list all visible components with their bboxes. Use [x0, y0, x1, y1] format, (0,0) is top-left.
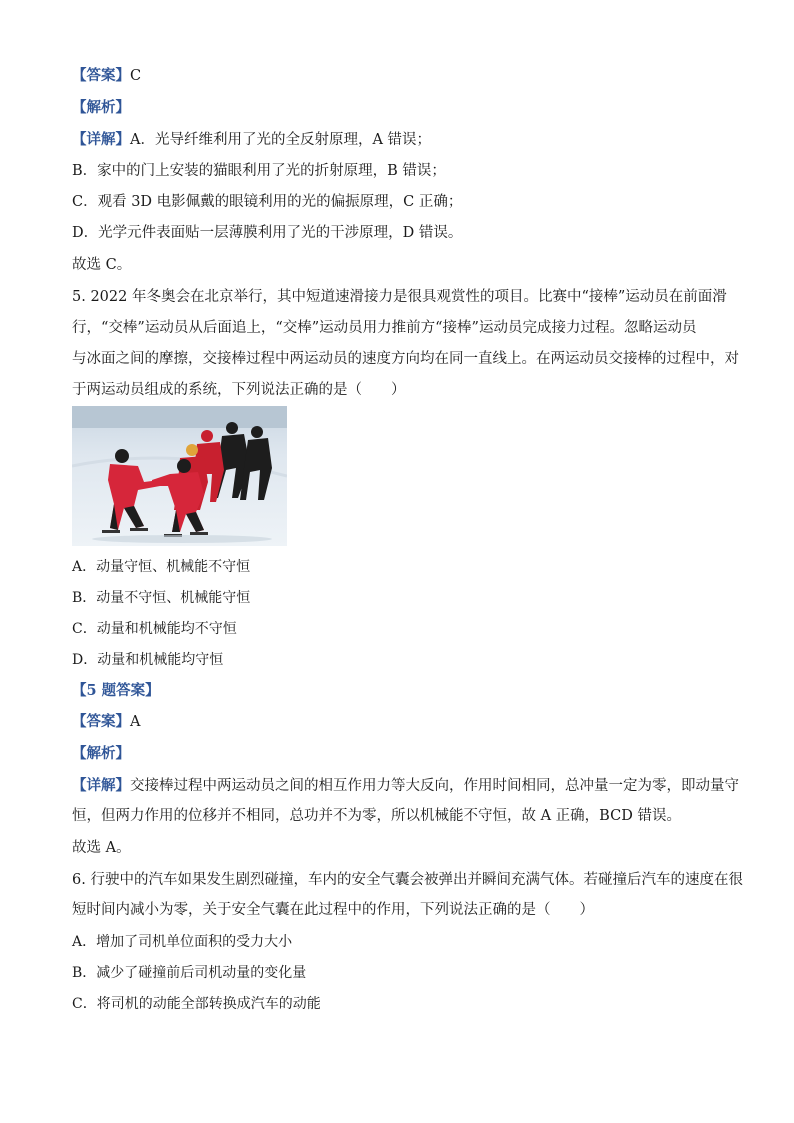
analysis-line — [72, 98, 724, 118]
question-stem-line: 于两运动员组成的系统，下列说法正确的是（ ） — [72, 382, 406, 398]
detail-line: C．观看 3D 电影佩戴的眼镜利用的光的偏振原理，C 正确； — [72, 194, 463, 210]
analysis-tag: 【解析】 — [72, 745, 130, 762]
detail-line — [72, 130, 724, 150]
detail-tag: 【详解】 — [72, 777, 130, 794]
answer-tag: 【答案】 — [72, 713, 130, 730]
option-b: B．减少了碰撞前后司机动量的变化量 — [72, 965, 307, 981]
conclusion-line: 故选 C。 — [72, 257, 132, 273]
question-stem-line: 行，“交棒”运动员从后面追上，“交棒”运动员用力推前方“接棒”运动员完成接力过程。忽略运动员 — [72, 320, 697, 336]
option-c: C．将司机的动能全部转换成汽车的动能 — [72, 996, 321, 1012]
answer-header-line — [72, 681, 724, 701]
conclusion-line: 故选 A。 — [72, 840, 131, 856]
option-a: A．动量守恒、机械能不守恒 — [72, 559, 251, 575]
answer-tag: 【答案】 — [72, 67, 130, 84]
analysis-line — [72, 744, 724, 764]
answer-header: 【5 题答案】 — [72, 682, 160, 699]
answer-value: C — [130, 68, 142, 84]
speed-skating-photo — [72, 406, 287, 546]
analysis-tag: 【解析】 — [72, 99, 130, 116]
detail-text: A．光导纤维利用了光的全反射原理，A 错误； — [130, 132, 432, 148]
detail-line: 恒，但两力作用的位移并不相同，总功并不为零，所以机械能不守恒，故 A 正确，BCD 错误。 — [72, 808, 681, 824]
question-stem-line: 5. 2022 年冬奥会在北京举行，其中短道速滑接力是很具观赏性的项目。比赛中“接棒”运动员在前面滑 — [72, 289, 727, 305]
option-a: A．增加了司机单位面积的受力大小 — [72, 934, 293, 950]
answer-line — [72, 712, 724, 732]
question-stem-line: 6. 行驶中的汽车如果发生剧烈碰撞，车内的安全气囊会被弹出并瞬间充满气体。若碰撞后汽车的速度在很 — [72, 872, 743, 888]
answer-value: A — [130, 714, 141, 730]
option-c: C．动量和机械能均不守恒 — [72, 621, 237, 637]
question-stem-line: 短时间内减小为零，关于安全气囊在此过程中的作用，下列说法正确的是（ ） — [72, 902, 594, 918]
detail-tag: 【详解】 — [72, 131, 130, 148]
detail-line: B．家中的门上安装的猫眼利用了光的折射原理，B 错误； — [72, 163, 446, 179]
detail-line: D．光学元件表面贴一层薄膜利用了光的干涉原理，D 错误。 — [72, 225, 463, 241]
detail-line — [72, 776, 739, 796]
detail-text: 交接棒过程中两运动员之间的相互作用力等大反向，作用时间相同，总冲量一定为零，即动量守 — [130, 778, 739, 794]
answer-line — [72, 66, 724, 86]
option-b: B．动量不守恒、机械能守恒 — [72, 590, 251, 606]
question-stem-line: 与冰面之间的摩擦，交接棒过程中两运动员的速度方向均在同一直线上。在两运动员交接棒的过程中，对 — [72, 351, 739, 367]
option-d: D．动量和机械能均守恒 — [72, 652, 224, 668]
